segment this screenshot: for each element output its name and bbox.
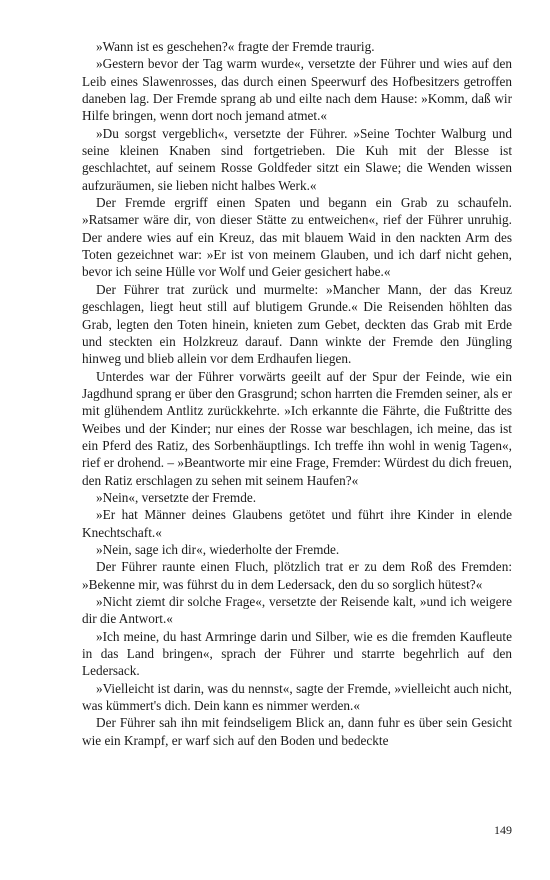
paragraph: Der Fremde ergriff einen Spaten und begann ein Grab zu schaufeln. »Ratsamer wäre dir, von dieser Stätte zu entweichen«, rief der Führer unruhig. Der andere wies auf ein Kreuz, das mit blauem Waid in den nackten Arm des Toten gezeichnet war: »Er ist von meinem Glauben, und ich darf nicht gehen, bevor ich seine Hülle vor Wolf und Geier gesichert habe.« xyxy=(82,195,512,280)
paragraph: »Ich meine, du hast Armringe darin und Silber, wie es die fremden Kaufleute in das Land bringen«, sprach der Führer und starrte begehrlich auf den Ledersack. xyxy=(82,628,512,679)
paragraph: »Vielleicht ist darin, was du nennst«, sagte der Fremde, »vielleicht auch nicht, was kümmert's dich. Dein kann es nimmer werden.« xyxy=(82,680,512,714)
paragraph: »Du sorgst vergeblich«, versetzte der Führer. »Seine Tochter Walburg und seine kleinen Knaben sind fortgetrieben. Die Kuh mit der Blesse ist geschlachtet, auf seinem Rosse Goldfeder sitzt ein Slawe; die Wenden wissen aufzuräumen, sie lieben nicht halbes Werk.« xyxy=(82,125,512,193)
paragraph: Der Führer sah ihn mit feindseligem Blick an, dann fuhr es über sein Gesicht wie ein Krampf, er warf sich auf den Boden und bedeckte xyxy=(82,715,512,748)
paragraph: »Nein«, versetzte der Fremde. xyxy=(96,489,257,505)
page-body xyxy=(82,38,512,749)
paragraph: »Nein, sage ich dir«, wiederholte der Fremde. xyxy=(96,541,340,557)
paragraph: »Wann ist es geschehen?« fragte der Fremde traurig. xyxy=(96,39,375,54)
page-number: 149 xyxy=(494,823,512,837)
paragraph: Der Führer trat zurück und murmelte: »Mancher Mann, der das Kreuz geschlagen, liegt heut still auf blutigem Grunde.« Die Reisenden höhlten das Grab, legten den Toten hinein, knieten zum Gebet, deckten das Grab mit Erde und steckten ein Holzkreuz darauf. Dann winkte der Fremde den Jüngling hinweg und blieb allein vor dem Erdhaufen liegen. xyxy=(82,281,512,367)
paragraph: »Er hat Männer deines Glaubens getötet und führt ihre Kinder in elende Knechtschaft.« xyxy=(82,507,512,540)
paragraph: Der Führer raunte einen Fluch, plötzlich trat er zu dem Roß des Fremden: »Bekenne mir, was führst du in dem Ledersack, den du so sorglich hütest?« xyxy=(82,559,512,592)
paragraph: »Gestern bevor der Tag warm wurde«, versetzte der Führer und wies auf den Leib eines Slawenrosses, das durch einen Speerwurf des Hofbesitzers getroffen daneben lag. Der Fremde sprang ab und eilte nach dem Hause: »Komm, daß wir Hilfe bringen, wenn dort noch jemand atmet.« xyxy=(82,56,512,124)
paragraph: »Nicht ziemt dir solche Frage«, versetzte der Reisende kalt, »und ich weigere dir die Antwort.« xyxy=(82,594,512,627)
paragraph: Unterdes war der Führer vorwärts geeilt auf der Spur der Feinde, wie ein Jagdhund sprang er über den Grasgrund; schon harrten die Fremden seiner, als er mit glühendem Antlitz zurückkehrte. »Ich erkannte die Fährte, die Fußtritte des Weibes und der Kinder; nur eines der Rosse war beschlagen, ich meine, das ist ein Pferd des Ratiz, des Sorbenhäuptlings. Ich treffe ihn wohl in wenig Tagen«, rief er drohend. – »Beantworte mir eine Frage, Fremder: Würdest du dich freuen, den Ratiz erschlagen zu sehen mit seinem Haufen?« xyxy=(82,368,512,488)
